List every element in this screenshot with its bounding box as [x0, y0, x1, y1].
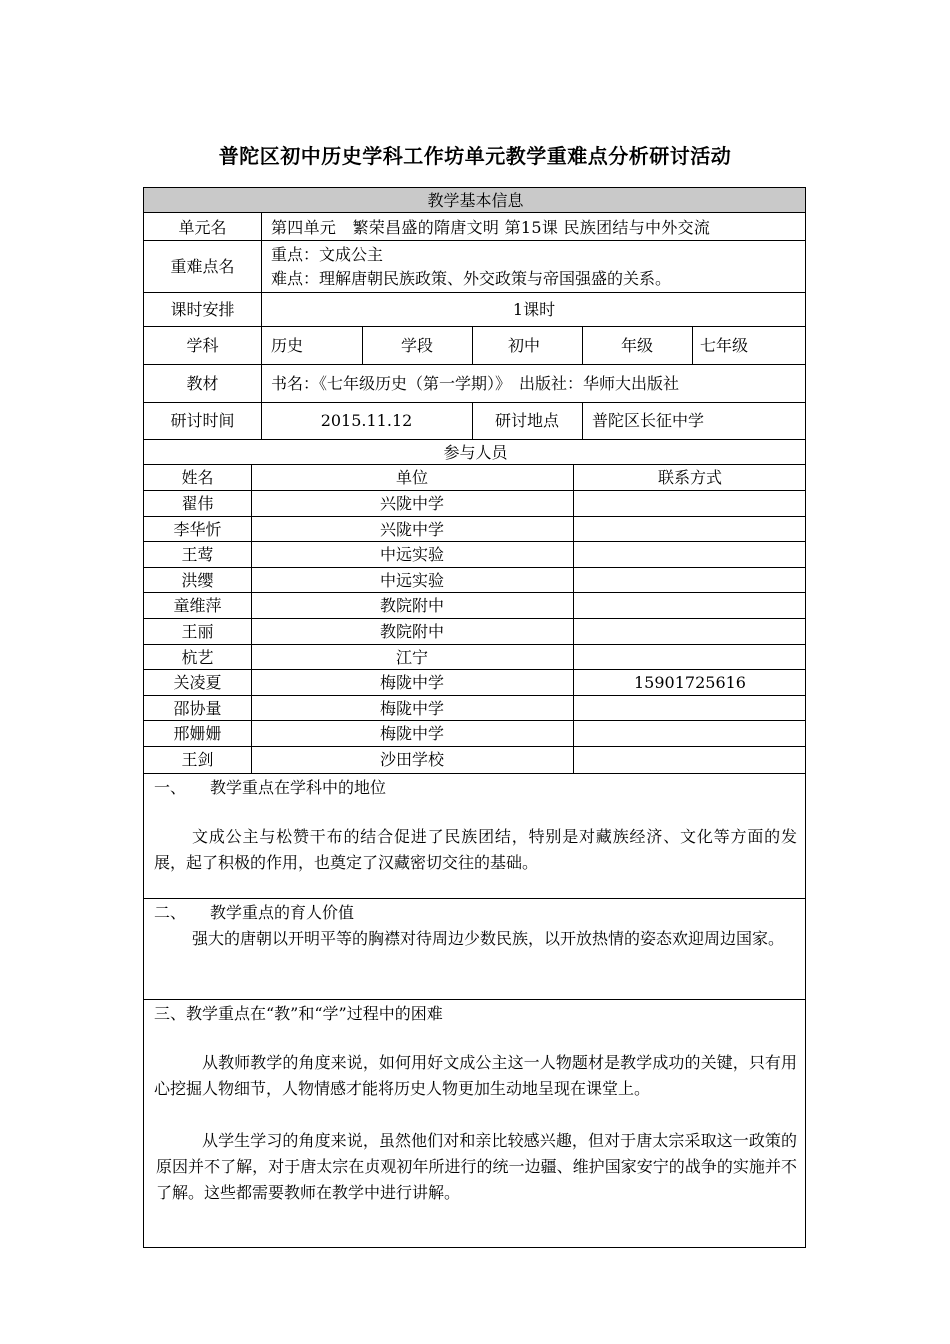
unit-value: 第四单元 繁荣昌盛的隋唐文明 第15课 民族团结与中外交流	[271, 218, 711, 237]
section-2-paragraph: 强大的唐朝以开明平等的胸襟对待周边少数民族，以开放热情的姿态欢迎周边国家。	[192, 929, 785, 948]
participant-name: 王莺	[181, 545, 214, 564]
difficulty-text: 难点：理解唐朝民族政策、外交政策与帝国强盛的关系。	[271, 269, 672, 288]
participant-contact: 15901725616	[634, 673, 746, 692]
participant-name: 洪缨	[181, 571, 214, 590]
participant-unit: 教院附中	[379, 622, 444, 641]
page-title: 普陀区初中历史学科工作坊单元教学重难点分析研讨活动	[218, 144, 732, 168]
section-1-paragraph: 文成公主与松赞干布的结合促进了民族团结，特别是对藏族经济、文化等方面的发展，起了积极的作用，也奠定了汉藏密切交往的基础。	[154, 827, 797, 872]
subject-label: 学科	[186, 336, 219, 355]
section-3-paragraph-2: 从学生学习的角度来说，虽然他们对和亲比较感兴趣，但对于唐太宗采取这一政策的原因并不了解，对于唐太宗在贞观初年所进行的统一边疆、维护国家安宁的战争的实施并不了解。这些都需要教师在教学中进行讲解。	[156, 1131, 797, 1202]
participant-name: 童维萍	[173, 596, 222, 615]
stage-label: 学段	[400, 336, 433, 355]
participant-unit: 梅陇中学	[379, 699, 444, 718]
section-2-heading: 二、 教学重点的育人价值	[154, 903, 355, 922]
participant-name: 杭艺	[181, 648, 214, 667]
participant-unit: 中远实验	[379, 545, 444, 564]
time-value: 2015.11.12	[320, 411, 413, 430]
participant-unit: 梅陇中学	[379, 673, 444, 692]
keypoint-text: 重点：文成公主	[271, 245, 384, 264]
hours-label: 课时安排	[170, 300, 235, 319]
participant-name: 李华忻	[173, 520, 222, 539]
participant-name: 王丽	[181, 622, 214, 641]
participants-header: 参与人员	[443, 443, 508, 462]
info-table	[143, 187, 806, 1248]
textbook-label: 教材	[186, 374, 219, 393]
col-name-header: 姓名	[181, 468, 214, 487]
hours-value: 1课时	[512, 300, 556, 319]
place-value: 普陀区长征中学	[592, 411, 705, 430]
place-label: 研讨地点	[494, 411, 559, 430]
grade-label: 年级	[620, 336, 653, 355]
section-1-heading: 一、 教学重点在学科中的地位	[154, 778, 387, 797]
section-3-heading: 三、教学重点在“教”和“学”过程中的困难	[154, 1004, 443, 1023]
participant-unit: 江宁	[395, 648, 428, 667]
participant-unit: 兴陇中学	[379, 494, 444, 513]
section-3-paragraph-1: 从教师教学的角度来说，如何用好文成公主这一人物题材是教学成功的关键，只有用心挖掘人物细节，人物情感才能将历史人物更加生动地呈现在课堂上。	[154, 1053, 797, 1098]
participant-unit: 沙田学校	[379, 750, 444, 769]
participant-unit: 教院附中	[379, 596, 444, 615]
participant-unit: 梅陇中学	[379, 724, 444, 743]
participant-unit: 兴陇中学	[379, 520, 444, 539]
time-label: 研讨时间	[170, 411, 235, 430]
grade-value: 七年级	[700, 336, 749, 355]
col-unit-header: 单位	[395, 468, 428, 487]
participant-unit: 中远实验	[379, 571, 444, 590]
col-contact-header: 联系方式	[657, 468, 722, 487]
stage-value: 初中	[508, 336, 541, 355]
basic-info-header: 教学基本信息	[427, 191, 524, 210]
participant-name: 邢姗姗	[173, 724, 222, 743]
textbook-value: 书名：《七年级历史（第一学期）》 出版社：华师大出版社	[271, 374, 680, 393]
participant-name: 王剑	[181, 750, 214, 769]
subject-value: 历史	[271, 336, 304, 355]
participant-name: 邵协量	[173, 699, 222, 718]
unit-label: 单元名	[178, 218, 227, 237]
participant-name: 翟伟	[181, 494, 214, 513]
keypoints-label: 重难点名	[170, 257, 235, 276]
participant-name: 关凌夏	[173, 673, 222, 692]
